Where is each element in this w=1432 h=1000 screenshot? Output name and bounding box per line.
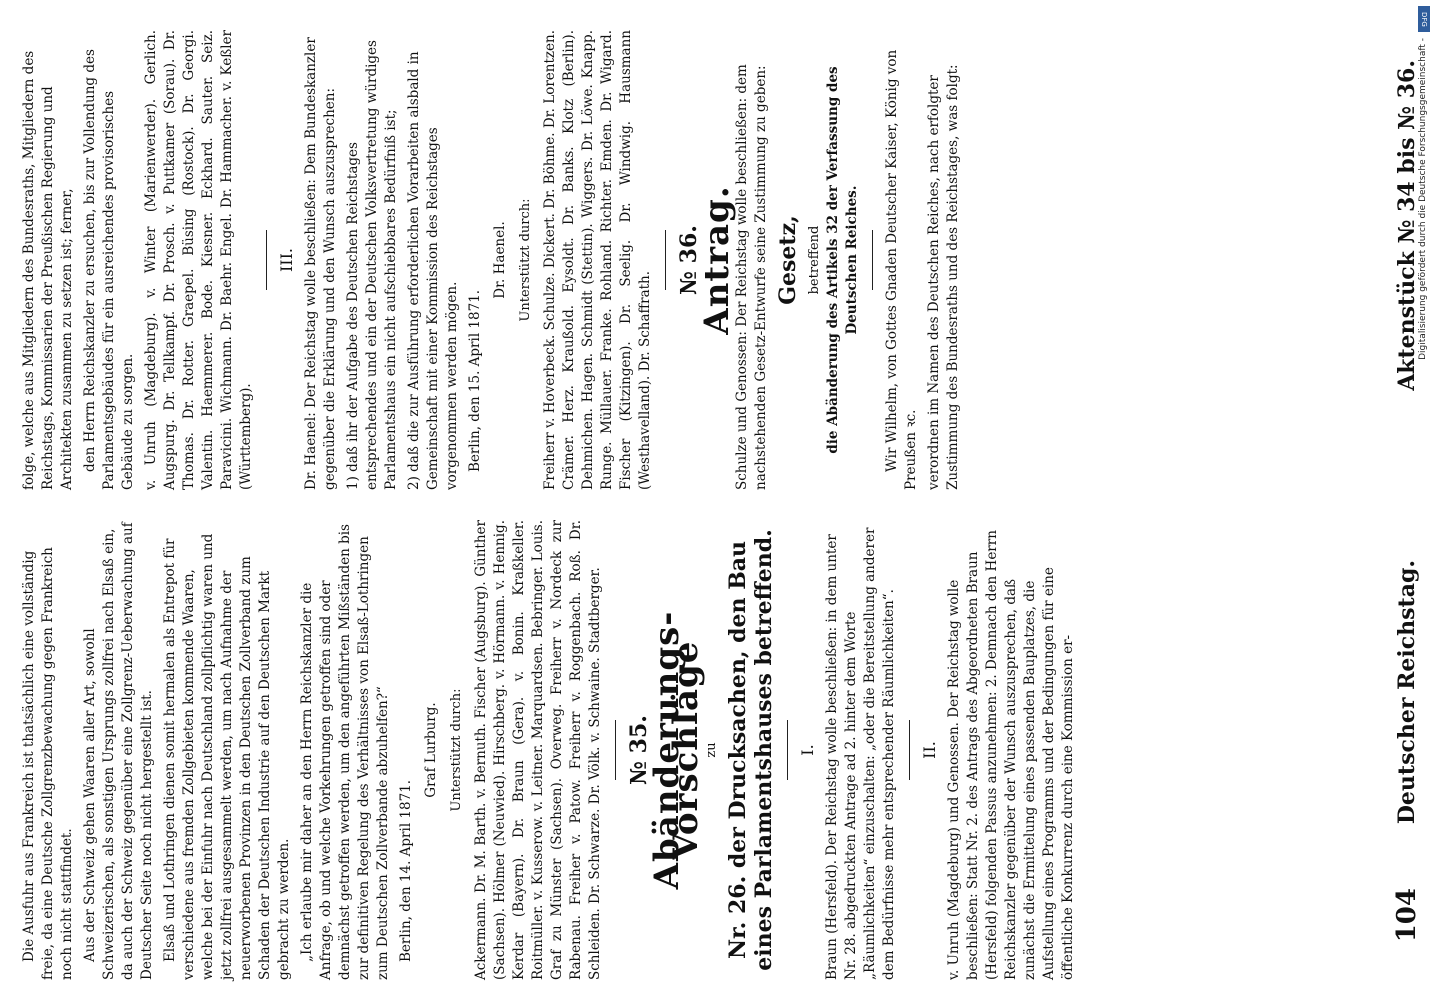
header-title-left: Deutscher Reichstag. (1394, 560, 1420, 825)
header-title-right: Aktenstück № 34 bis № 36. (1394, 60, 1420, 391)
zu-label: zu (704, 742, 719, 758)
law-heading: Gesetz, (775, 215, 801, 305)
motion-text: Dr. Haenel: Der Reichstag wolle beschließen: Dem Bundeskanzler gegenüber die Erklärung und den Wunsch auszusprechen: (303, 37, 338, 490)
paragraph: verordnen im Namen des Deutschen Reiches, nach erfolgter Zustimmung des Bundesraths und des Reichstages, was folgt: (926, 64, 961, 490)
left-column (20, 520, 1360, 980)
paragraph: den Herrn Reichskanzler zu ersuchen, bis zur Vollendung des Parlamentsgebäudes für ein ausreichendes provisorisches Gebäude zu sorgen. (82, 49, 136, 490)
right-column (20, 30, 1360, 490)
betreffend-label: betreffend (807, 225, 822, 295)
document-number: № 35. (626, 715, 652, 785)
dfg-logo: DFG (1418, 6, 1430, 32)
section-number: II. (920, 741, 939, 759)
signer: Graf Lurburg. (423, 702, 439, 798)
section-subtitle: Nr. 26. der Drucksachen, den Bau eines Parlamentshauses betreffend. (725, 529, 777, 971)
supported-by: Unterstützt durch: (518, 198, 533, 322)
document-number: № 36. (676, 225, 702, 295)
supporters-list: Ackermann. Dr. M. Barth. v. Bernuth. Fischer (Augsburg). Günther (Sachsen). Hölmer (Neuwied). Hirschberg. v. Hörmann. v. Hennig. Kerdar (Bayern). Dr. Braun (Gera). v. Bonin. Kraßkeller. Roitmüller. v. Kusserow. v. Leitner. Marquardsen. Bebringer. Louis. Graf zu Münster (Sachsen). Overweg. Freiherr v. Nordeck zur Rabenau. Freiher v. Patow. Freiherr v. Roggenbach. Roß. Dr. Schleiden. Dr. Schwarze. Dr. Völk. v. Schwaine. Stadtberger. (473, 520, 603, 980)
section-number: I. (798, 744, 817, 756)
supporters-list: Freiherr v. Hoverbeck. Schulze. Dickert. Dr. Böhme. Dr. Lorentzen. Crämer. Herz. Kraußold. Eysoldt. Dr. Banks. Klotz (Berlin). Dehmichen. Hagen. Schmidt (Stettin). Wiggers. Dr. Löwe. Knapp. Runge. Müllauer. Franke. Rohland. Richter. Emden. Dr. Wigard. Fischer (Kitzingen). Dr. Seelig. Dr. Windwig. Hausmann (Westhavelland). Dr. Schaffrath. (542, 30, 653, 490)
date-line: Berlin, den 15. April 1871. (467, 289, 483, 472)
divider (615, 720, 616, 780)
section-number: III. (277, 247, 296, 273)
section-title: Antrag. (697, 185, 737, 335)
divider (665, 230, 666, 290)
motion-item: 1) daß ihr der Aufgabe des Deutschen Reichstages entsprechendes und ein der Deutschen Volksvertretung würdiges Parlamentshaus ein nicht aufschiebbares Bedürfniß ist; (345, 40, 399, 490)
section-title: Abänderungs-Vorschläge (647, 610, 706, 890)
law-title: die Abänderung des Artikels 32 der Verfassung des Deutschen Reiches. (825, 66, 860, 454)
paragraph: Elsaß und Lothringen dienen somit hermalen als Entrepot für verschiedene aus fremden Zollgebieten kommende Waaren, welche bei der Einfuhr nach Deutschland zollpflichtig waren und jetzt zollfrei ausgesammelt werden, um nach Aufnahme der neuerworbenen Provinzen in den Deutschen Zollverband zum Schaden der Deutschen Industrie auf den Deutschen Markt gebracht zu werden. (162, 533, 292, 980)
paragraph: „Ich erlaube mir daher an den Herrn Reichskanzler die Anfrage, ob und welche Vorkehrungen getroffen sind oder demnächst getroffen werden, um den angeführten Mißständen bis zur definitiven Regelung des Verhältnisses von Elsaß-Lothringen zum Deutschen Zollverbande abzuhelfen?“ (299, 524, 391, 980)
motion-text: Braun (Hersfeld). Der Reichstag wolle beschließen: in dem unter Nr. 28. abgedruckten Antrage ad 2. hinter dem Worte „Räumlichkeiten“ einzuschalten: „oder die Bereitstellung anderer dem Bedürfnisse mehr entsprechender Räumlichkeiten“. (824, 527, 897, 980)
motion-text: Schulze und Genossen: Der Reichstag wolle beschließen: dem nachstehenden Gesetz-Entwurfe seine Zustimmung zu geben: (734, 64, 769, 490)
motion-item: 2) daß die zur Ausführung erforderlichen Vorarbeiten alsbald in Gemeinschaft mit einer Kommission des Reichstages vorgenommen werden mögen. (406, 51, 460, 490)
paragraph: folge, welche aus Mitgliedern des Bundesraths, Mitgliedern des Reichstags, Kommissarien der Preußischen Regierung und Architekten zusammen zu setzen ist; ferner, (21, 50, 75, 490)
paragraph: Aus der Schweiz gehen Waaren aller Art, sowohl Schweizerischen, als sonstigen Ursprungs zollfrei nach Elsaß ein, da auch der Schweiz gegenüber eine Zollgrenz-Ueberwachung auf Deutscher Seite noch nicht hergestellt ist. (82, 522, 155, 980)
divider (909, 720, 910, 780)
motion-text: v. Unruh (Magdeburg) und Genossen. Der Reichstag wolle beschließen: Statt Nr. 2. des Antrags des Abgeordneten Braun (Hersfeld) folgenden Passus anzunehmen: 2. Demnach den Herrn Reichskanzler gegenüber der Wunsch auszusprechen, daß zunächst die Ermittelung eines passenden Bauplatzes, die Aufstellung eines Programms und der Bedingungen für eine öffentliche Konkurrenz durch eine Kommission er- (946, 530, 1076, 980)
page-number: 104 (1392, 888, 1422, 943)
supporters-list: v. Unruh (Magdeburg). v. Winter (Marienwerder). Gerlich. Augspurg. Dr. Tellkampf. Dr. Prosch. v. Puttkamer (Sorau). Dr. Thomas. Dr. Rotter. Graepel. Büsing (Rostock). Dr. Georgi. Valentin. Haemmerer. Bode. Kiesner. Eckhard. Sauter. Seiz. Paravicini. Wichmann. Dr. Baehr. Engel. Dr. Hammacher. v. Keßler (Württemberg). (143, 30, 254, 490)
signer: Dr. Haenel. (492, 221, 508, 299)
paragraph: Wir Wilhelm, von Gottes Gnaden Deutscher Kaiser, König von Preußen ꝛc. (884, 49, 919, 490)
digitization-note (1418, 8, 1430, 398)
date-line: Berlin, den 14. April 1871. (398, 779, 414, 962)
paragraph: Die Ausfuhr aus Frankreich ist thatsächlich eine vollständig freie, da eine Deutsche Zollgrenzbewachung gegen Frankreich noch nicht stattfindet. (21, 547, 75, 980)
divider (872, 230, 873, 290)
divider (266, 230, 267, 290)
divider (787, 720, 788, 780)
digitization-note-text: Digitalisierung gefördert durch die Deutsche Forschungsgemeinschaft - (1418, 38, 1428, 360)
supported-by: Unterstützt durch: (449, 688, 464, 812)
